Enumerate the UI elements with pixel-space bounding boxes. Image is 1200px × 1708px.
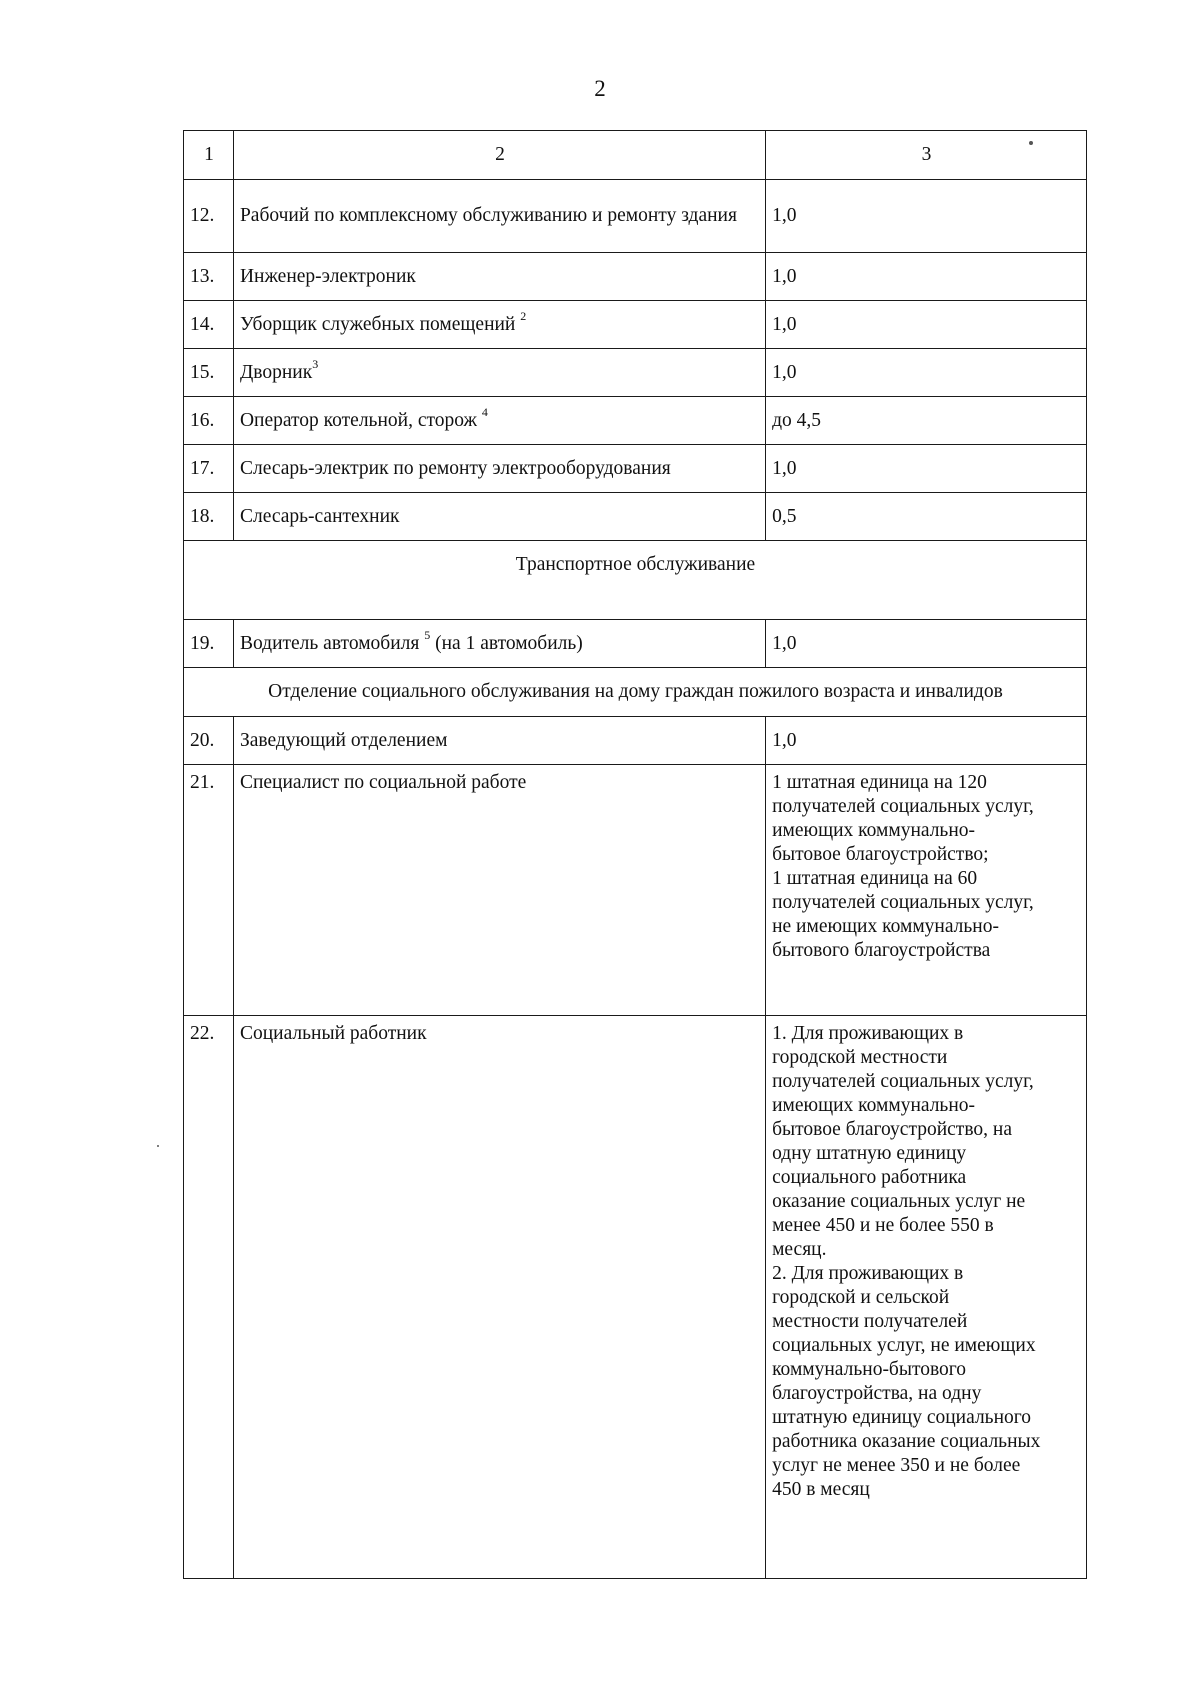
position-name: Слесарь-электрик по ремонту электрооборудования <box>233 445 765 493</box>
norm-line: не имеющих коммунально- <box>772 916 999 937</box>
position-name: Водитель автомобиля $^5$ (на 1 автомобиль) <box>233 620 765 668</box>
staffing-norm <box>766 397 1087 445</box>
staffing-norm <box>766 349 1087 397</box>
norm-line: коммунально-бытового <box>772 1359 967 1380</box>
norm-line: 1,0 <box>772 632 797 654</box>
staffing-norm <box>766 445 1087 493</box>
norm-line: получателей социальных услуг, <box>772 796 1034 817</box>
position-name: Инженер-электроник <box>233 253 765 301</box>
norm-line: бытовое благоустройство, на <box>772 1119 1012 1140</box>
norm-line: 1,0 <box>772 457 797 479</box>
position-name: Оператор котельной, сторож $^4$ <box>233 397 765 445</box>
norm-line: 1,0 <box>772 729 797 751</box>
table-row <box>184 765 1087 1016</box>
row-number: 16. <box>184 397 234 445</box>
norm-line: имеющих коммунально- <box>772 820 976 841</box>
norm-line: 2. Для проживающих в <box>772 1263 964 1284</box>
norm-line: социального работника <box>772 1167 967 1188</box>
table-row <box>184 620 1087 668</box>
table-row <box>184 180 1087 253</box>
staffing-norm <box>766 253 1087 301</box>
norm-line: месяц. <box>772 1239 827 1260</box>
header-col-2: 2 <box>233 131 765 180</box>
norm-line: 1,0 <box>772 265 797 287</box>
row-number: 12. <box>184 180 234 253</box>
position-name: Социальный работник <box>233 1016 765 1579</box>
norm-line: благоустройства, на одну <box>772 1383 982 1404</box>
footnote-mark: 4 <box>481 405 488 419</box>
header-col-3: 3 <box>766 131 1087 180</box>
staffing-norm <box>766 180 1087 253</box>
norm-line: 450 в месяц <box>772 1479 870 1500</box>
staffing-norm <box>766 765 1087 1016</box>
row-number: 18. <box>184 493 234 541</box>
norm-line: оказание социальных услуг не <box>772 1191 1026 1212</box>
staffing-norm <box>766 1016 1087 1579</box>
position-name: Специалист по социальной работе <box>233 765 765 1016</box>
row-number: 13. <box>184 253 234 301</box>
norm-line: 0,5 <box>772 505 797 527</box>
norm-line: до 4,5 <box>772 409 821 431</box>
footnote-mark: 3 <box>312 357 319 371</box>
norm-line: услуг не менее 350 и не более <box>772 1455 1021 1476</box>
norm-line: 1,0 <box>772 313 797 335</box>
norm-line: бытового благоустройства <box>772 940 991 961</box>
scan-speck <box>157 1145 159 1147</box>
staffing-norm <box>766 620 1087 668</box>
staffing-norm <box>766 717 1087 765</box>
norm-line: 1,0 <box>772 361 797 383</box>
norm-line: бытовое благоустройство; <box>772 844 989 865</box>
norm-line: социальных услуг, не имеющих <box>772 1335 1036 1356</box>
table-row <box>184 1016 1087 1579</box>
staffing-norm <box>766 493 1087 541</box>
footnote-mark: 5 <box>424 628 431 642</box>
staffing-norm <box>766 301 1087 349</box>
norm-line: одну штатную единицу <box>772 1143 967 1164</box>
row-number: 20. <box>184 717 234 765</box>
row-number: 22. <box>184 1016 234 1579</box>
row-number: 21. <box>184 765 234 1016</box>
norm-line: получателей социальных услуг, <box>772 892 1034 913</box>
row-number: 19. <box>184 620 234 668</box>
norm-line: работника оказание социальных <box>772 1431 1041 1452</box>
table-row <box>184 717 1087 765</box>
section-header-row <box>184 541 1087 620</box>
table-row <box>184 301 1087 349</box>
scan-speck <box>1029 141 1033 145</box>
page-number: 2 <box>594 76 606 101</box>
section-title: Отделение социального обслуживания на дому граждан пожилого возраста и инвалидов <box>184 668 1087 717</box>
norm-line: местности получателей <box>772 1311 968 1332</box>
table-row <box>184 397 1087 445</box>
norm-line: имеющих коммунально- <box>772 1095 976 1116</box>
section-title: Транспортное обслуживание <box>184 541 1087 620</box>
norm-line: получателей социальных услуг, <box>772 1071 1034 1092</box>
row-number: 14. <box>184 301 234 349</box>
row-number: 17. <box>184 445 234 493</box>
norm-line: штатную единицу социального <box>772 1407 1032 1428</box>
table-row <box>184 253 1087 301</box>
row-number: 15. <box>184 349 234 397</box>
table-row <box>184 493 1087 541</box>
position-name: Заведующий отделением <box>233 717 765 765</box>
footnote-mark: 2 <box>520 309 527 323</box>
norm-line: 1. Для проживающих в <box>772 1023 964 1044</box>
norm-line: 1 штатная единица на 120 <box>772 772 987 793</box>
staffing-table <box>183 130 1087 1579</box>
table-row <box>184 349 1087 397</box>
position-name: Слесарь-сантехник <box>233 493 765 541</box>
table-header-row <box>184 131 1087 180</box>
norm-line: 1 штатная единица на 60 <box>772 868 978 889</box>
position-name: Рабочий по комплексному обслуживанию и ремонту здания <box>233 180 765 253</box>
position-name: Дворник$^3$ <box>233 349 765 397</box>
norm-line: городской местности <box>772 1047 948 1068</box>
norm-line: менее 450 и не более 550 в <box>772 1215 994 1236</box>
section-header-row <box>184 668 1087 717</box>
norm-line: городской и сельской <box>772 1287 950 1308</box>
header-col-1: 1 <box>184 131 234 180</box>
norm-line: 1,0 <box>772 205 797 226</box>
position-name: Уборщик служебных помещений $^2$ <box>233 301 765 349</box>
table-row <box>184 445 1087 493</box>
